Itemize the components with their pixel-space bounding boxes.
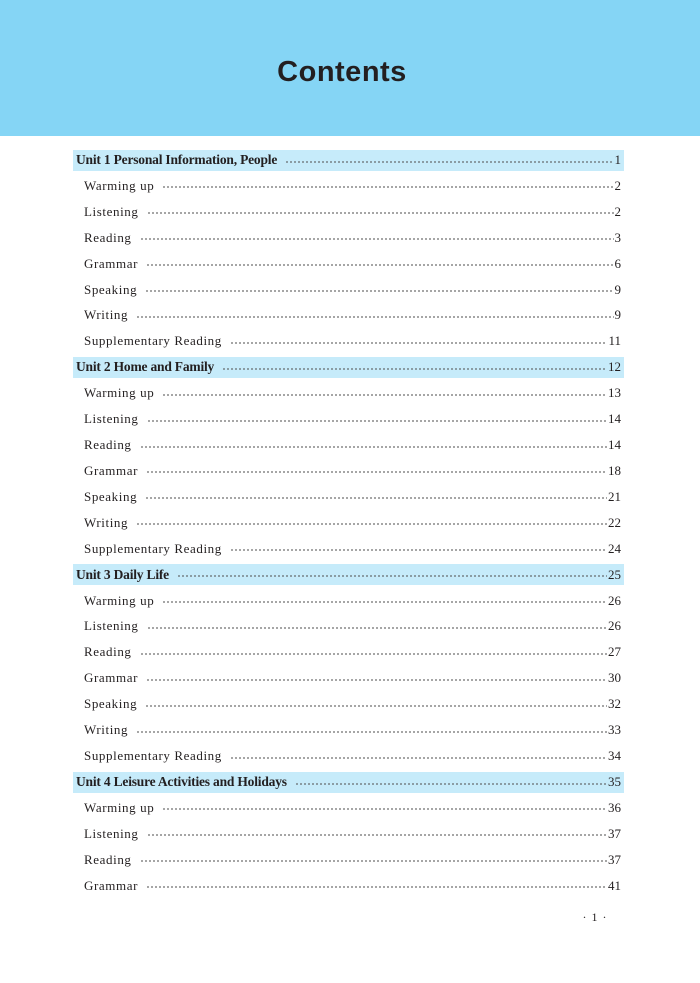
toc-entry-row[interactable] — [73, 328, 624, 354]
toc-entry-label: Warming up — [84, 592, 155, 608]
toc-entry-label: Grammar — [84, 670, 139, 686]
toc-entry-label: Writing — [84, 722, 129, 738]
dot-leader — [147, 834, 607, 837]
dot-leader — [146, 471, 607, 474]
page-title: Contents — [277, 56, 407, 88]
toc-entry-page: 14 — [608, 437, 621, 453]
dot-leader — [146, 886, 607, 889]
toc-entry-page: 13 — [608, 385, 621, 401]
toc-entry-row[interactable] — [73, 795, 624, 821]
toc-entry-label: Listening — [84, 411, 139, 427]
toc-entry-row[interactable] — [73, 173, 624, 199]
header-banner — [0, 0, 700, 136]
dot-leader — [146, 678, 607, 681]
dot-leader — [162, 808, 607, 811]
toc-entry-page: 9 — [614, 281, 621, 297]
toc-entry-label: Supplementary Reading — [84, 333, 222, 349]
toc-entry-page: 21 — [608, 488, 621, 504]
toc-entry-page: 11 — [608, 333, 621, 349]
toc-entry-label: Listening — [84, 203, 139, 219]
toc-entry-row[interactable] — [73, 277, 624, 303]
toc-entry-page: 26 — [608, 618, 621, 634]
toc-entry-row[interactable] — [73, 536, 624, 562]
toc-entry-page: 27 — [608, 644, 621, 660]
toc-entry-page: 3 — [614, 229, 621, 245]
toc-entry-row[interactable] — [73, 199, 624, 225]
toc-unit-row[interactable] — [73, 150, 624, 171]
toc-entry-page: 32 — [608, 696, 621, 712]
toc-entry-label: Writing — [84, 514, 129, 530]
toc-entry-label: Unit 2 Home and Family — [76, 359, 215, 375]
toc-entry-page: 6 — [614, 255, 621, 271]
dot-leader — [230, 341, 608, 344]
dot-leader — [147, 419, 607, 422]
toc-entry-label: Reading — [84, 851, 132, 867]
toc-entry-label: Writing — [84, 307, 129, 323]
dot-leader — [222, 367, 607, 370]
toc-entry-page: 9 — [614, 307, 621, 323]
toc-entry-row[interactable] — [73, 847, 624, 873]
dot-leader — [140, 652, 607, 655]
toc-entry-row[interactable] — [73, 588, 624, 614]
toc-entry-label: Reading — [84, 644, 132, 660]
toc-entry-label: Supplementary Reading — [84, 540, 222, 556]
toc-entry-page: 33 — [608, 722, 621, 738]
toc-entry-row[interactable] — [73, 639, 624, 665]
dot-leader — [295, 782, 607, 785]
toc-entry-page: 35 — [608, 774, 621, 790]
toc-entry-page: 2 — [614, 177, 621, 193]
toc-entry-row[interactable] — [73, 743, 624, 769]
toc-entry-label: Reading — [84, 437, 132, 453]
toc-entry-page: 2 — [614, 203, 621, 219]
toc-entry-page: 37 — [608, 851, 621, 867]
dot-leader — [146, 264, 613, 267]
toc-entry-row[interactable] — [73, 406, 624, 432]
page-number: · 1 · — [582, 910, 608, 924]
dot-leader — [136, 523, 607, 526]
toc-entry-row[interactable] — [73, 458, 624, 484]
dot-leader — [140, 238, 614, 241]
toc-entry-page: 34 — [608, 748, 621, 764]
dot-leader — [147, 212, 614, 215]
dot-leader — [145, 497, 607, 500]
dot-leader — [145, 704, 607, 707]
toc-unit-row[interactable] — [73, 357, 624, 378]
dot-leader — [162, 393, 607, 396]
dot-leader — [230, 756, 607, 759]
toc-entry-row[interactable] — [73, 484, 624, 510]
toc-entry-page: 37 — [608, 825, 621, 841]
dot-leader — [162, 601, 607, 604]
toc-entry-row[interactable] — [73, 821, 624, 847]
toc-entry-row[interactable] — [73, 665, 624, 691]
toc-entry-label: Listening — [84, 825, 139, 841]
dot-leader — [177, 575, 607, 578]
toc-entry-page: 30 — [608, 670, 621, 686]
toc-entry-page: 1 — [614, 152, 621, 167]
toc-entry-row[interactable] — [73, 380, 624, 406]
toc-entry-label: Speaking — [84, 696, 138, 712]
toc-entry-row[interactable] — [73, 432, 624, 458]
toc-entry-page: 18 — [608, 462, 621, 478]
toc-entry-label: Speaking — [84, 281, 138, 297]
dot-leader — [145, 290, 613, 293]
toc-entry-page: 25 — [608, 566, 621, 582]
dot-leader — [285, 160, 613, 163]
dot-leader — [140, 860, 607, 863]
toc-entry-label: Grammar — [84, 255, 139, 271]
toc-entry-label: Unit 1 Personal Information, People — [76, 152, 278, 167]
toc-entry-row[interactable] — [73, 510, 624, 536]
toc-entry-label: Grammar — [84, 877, 139, 893]
toc-entry-row[interactable] — [73, 225, 624, 251]
toc-entry-label: Warming up — [84, 385, 155, 401]
toc-entry-label: Supplementary Reading — [84, 748, 222, 764]
toc-entry-page: 12 — [608, 359, 621, 375]
toc-entry-page: 36 — [608, 799, 621, 815]
toc-entry-row[interactable] — [73, 614, 624, 640]
dot-leader — [162, 186, 613, 189]
dot-leader — [136, 315, 613, 318]
toc-entry-page: 22 — [608, 514, 621, 530]
toc-entry-row[interactable] — [73, 251, 624, 277]
toc-entry-row[interactable] — [73, 691, 624, 717]
dot-leader — [140, 445, 607, 448]
toc-unit-row[interactable] — [73, 564, 624, 585]
toc-entry-label: Speaking — [84, 488, 138, 504]
dot-leader — [230, 549, 607, 552]
toc-entry-label: Reading — [84, 229, 132, 245]
toc-entry-row[interactable] — [73, 303, 624, 329]
toc-entry-row[interactable] — [73, 717, 624, 743]
dot-leader — [147, 626, 607, 629]
toc-entry-label: Unit 4 Leisure Activities and Holidays — [76, 774, 287, 790]
toc-entry-page: 41 — [608, 877, 621, 893]
dot-leader — [136, 730, 607, 733]
table-of-contents — [73, 147, 624, 899]
toc-entry-page: 26 — [608, 592, 621, 608]
toc-entry-page: 14 — [608, 411, 621, 427]
toc-entry-label: Warming up — [84, 799, 155, 815]
toc-entry-label: Listening — [84, 618, 139, 634]
toc-entry-label: Grammar — [84, 462, 139, 478]
toc-entry-row[interactable] — [73, 873, 624, 899]
toc-unit-row[interactable] — [73, 772, 624, 793]
toc-entry-label: Unit 3 Daily Life — [76, 566, 169, 582]
toc-entry-label: Warming up — [84, 177, 155, 193]
toc-entry-page: 24 — [608, 540, 621, 556]
